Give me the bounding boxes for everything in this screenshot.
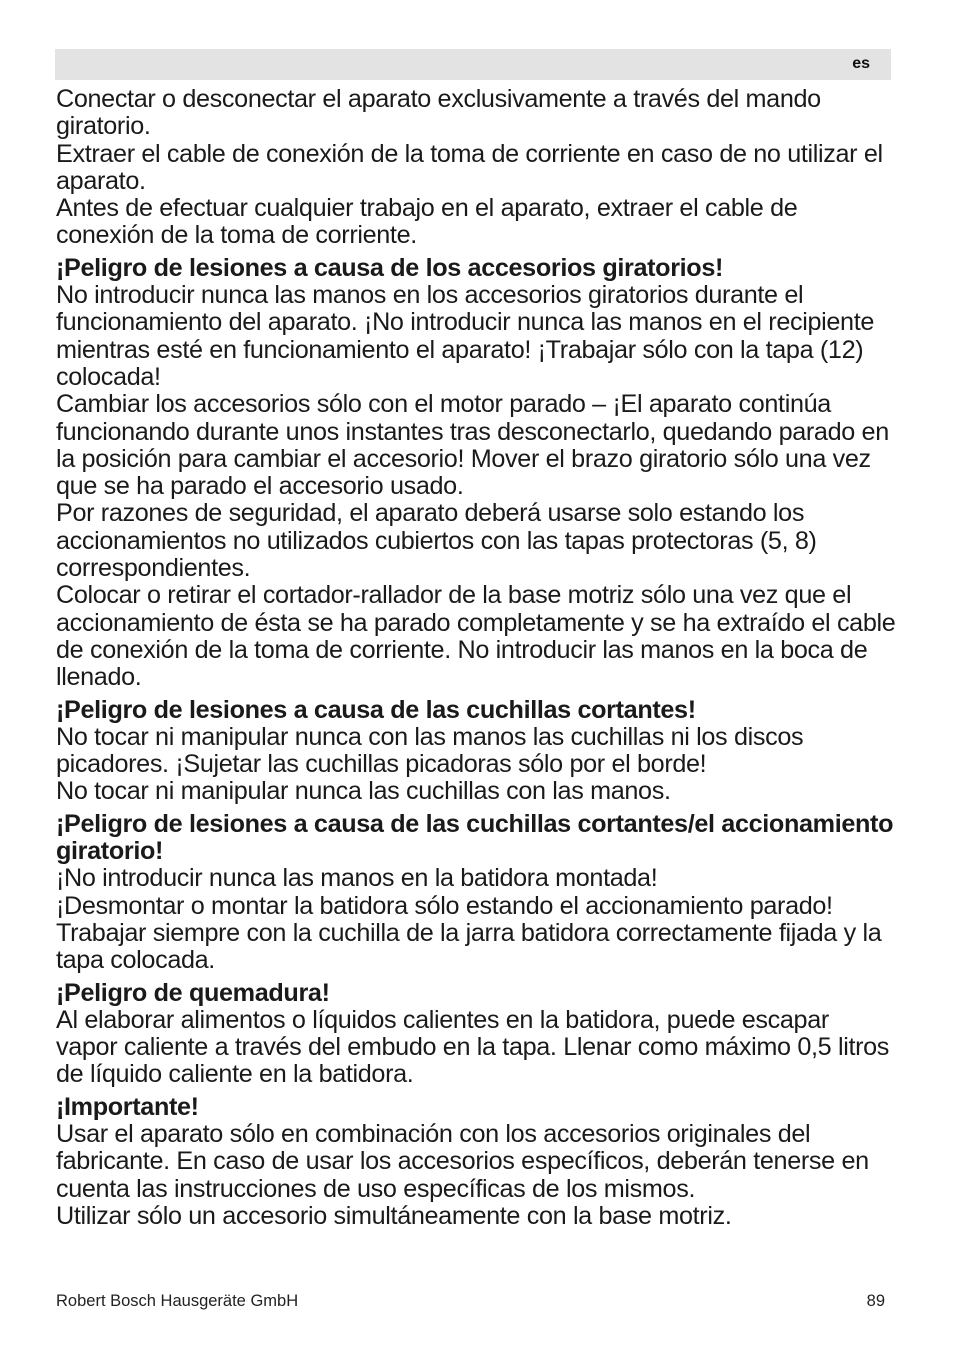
section-heading: ¡Peligro de lesiones a causa de las cuchillas cortantes/el accionamiento giratorio! xyxy=(56,809,894,866)
section-cutting-blades xyxy=(56,697,896,806)
page-number: 89 xyxy=(866,1292,885,1310)
paragraph: Trabajar siempre con la cuchilla de la jarra batidora correctamente fijada y la tapa colocada. xyxy=(56,918,882,975)
paragraph: No tocar ni manipular nunca las cuchillas con las manos. xyxy=(56,777,671,806)
section-burn-hazard xyxy=(56,980,896,1089)
paragraph: No tocar ni manipular nunca con las manos las cuchillas ni los discos picadores. ¡Sujetar las cuchillas picadoras sólo por el borde! xyxy=(56,722,804,779)
paragraph: ¡Desmontar o montar la batidora sólo estando el accionamiento parado! xyxy=(56,891,833,920)
section-heading: ¡Peligro de lesiones a causa de los accesorios giratorios! xyxy=(56,253,724,282)
paragraph: Por razones de seguridad, el aparato deberá usarse solo estando los accionamientos no utilizados cubiertos con las tapas protectoras (5, 8) correspondientes. xyxy=(56,499,817,583)
safety-instructions xyxy=(56,86,896,1230)
section-blades-rotating-drive xyxy=(56,811,896,975)
paragraph: Extraer el cable de conexión de la toma de corriente en caso de no utilizar el aparato. xyxy=(56,139,883,195)
footer-company: Robert Bosch Hausgeräte GmbH xyxy=(56,1292,299,1310)
paragraph: Al elaborar alimentos o líquidos calientes en la batidora, puede escapar vapor caliente a través del embudo en la tapa. Llenar como máximo 0,5 litros de líquido caliente en la batidora. xyxy=(56,1005,890,1089)
paragraph: No introducir nunca las manos en los accesorios giratorios durante el funcionamiento del aparato. ¡No introducir nunca las manos en el recipiente mientras esté en funcionamiento el aparato! ¡Trabajar sólo con la tapa (12) colocada! xyxy=(56,281,875,391)
paragraph: Cambiar los accesorios sólo con el motor parado – ¡El aparato continúa funcionando durante unos instantes tras desconectarlo, quedando parado en la posición para cambiar el accesorio! Mover el brazo giratorio sólo una vez que se ha parado el accesorio usado. xyxy=(56,390,889,501)
section-heading: ¡Peligro de lesiones a causa de las cuchillas cortantes! xyxy=(56,695,696,724)
paragraph: Utilizar sólo un accesorio simultáneamente con la base motriz. xyxy=(56,1201,732,1230)
paragraph: Colocar o retirar el cortador-rallador de la base motriz sólo una vez que el accionamiento de ésta se ha parado completamente y se ha extraído el cable de conexión de la toma de corriente. No introducir las manos en la boca de llenado. xyxy=(56,581,896,692)
paragraph: Antes de efectuar cualquier trabajo en el aparato, extraer el cable de conexión de la toma de corriente. xyxy=(56,194,798,250)
paragraph: ¡No introducir nunca las manos en la batidora montada! xyxy=(56,864,658,893)
section-rotating-accessories xyxy=(56,255,896,692)
section-heading: ¡Importante! xyxy=(56,1092,199,1121)
section-general xyxy=(56,86,896,250)
paragraph: Conectar o desconectar el aparato exclusivamente a través del mando giratorio. xyxy=(56,85,821,141)
section-important xyxy=(56,1094,896,1230)
language-code: es xyxy=(852,55,870,72)
section-heading: ¡Peligro de quemadura! xyxy=(56,978,330,1007)
language-header-bar xyxy=(55,49,891,80)
paragraph: Usar el aparato sólo en combinación con los accesorios originales del fabricante. En caso de usar los accesorios específicos, deberán tenerse en cuenta las instrucciones de uso específicas de los mismos. xyxy=(56,1119,869,1203)
